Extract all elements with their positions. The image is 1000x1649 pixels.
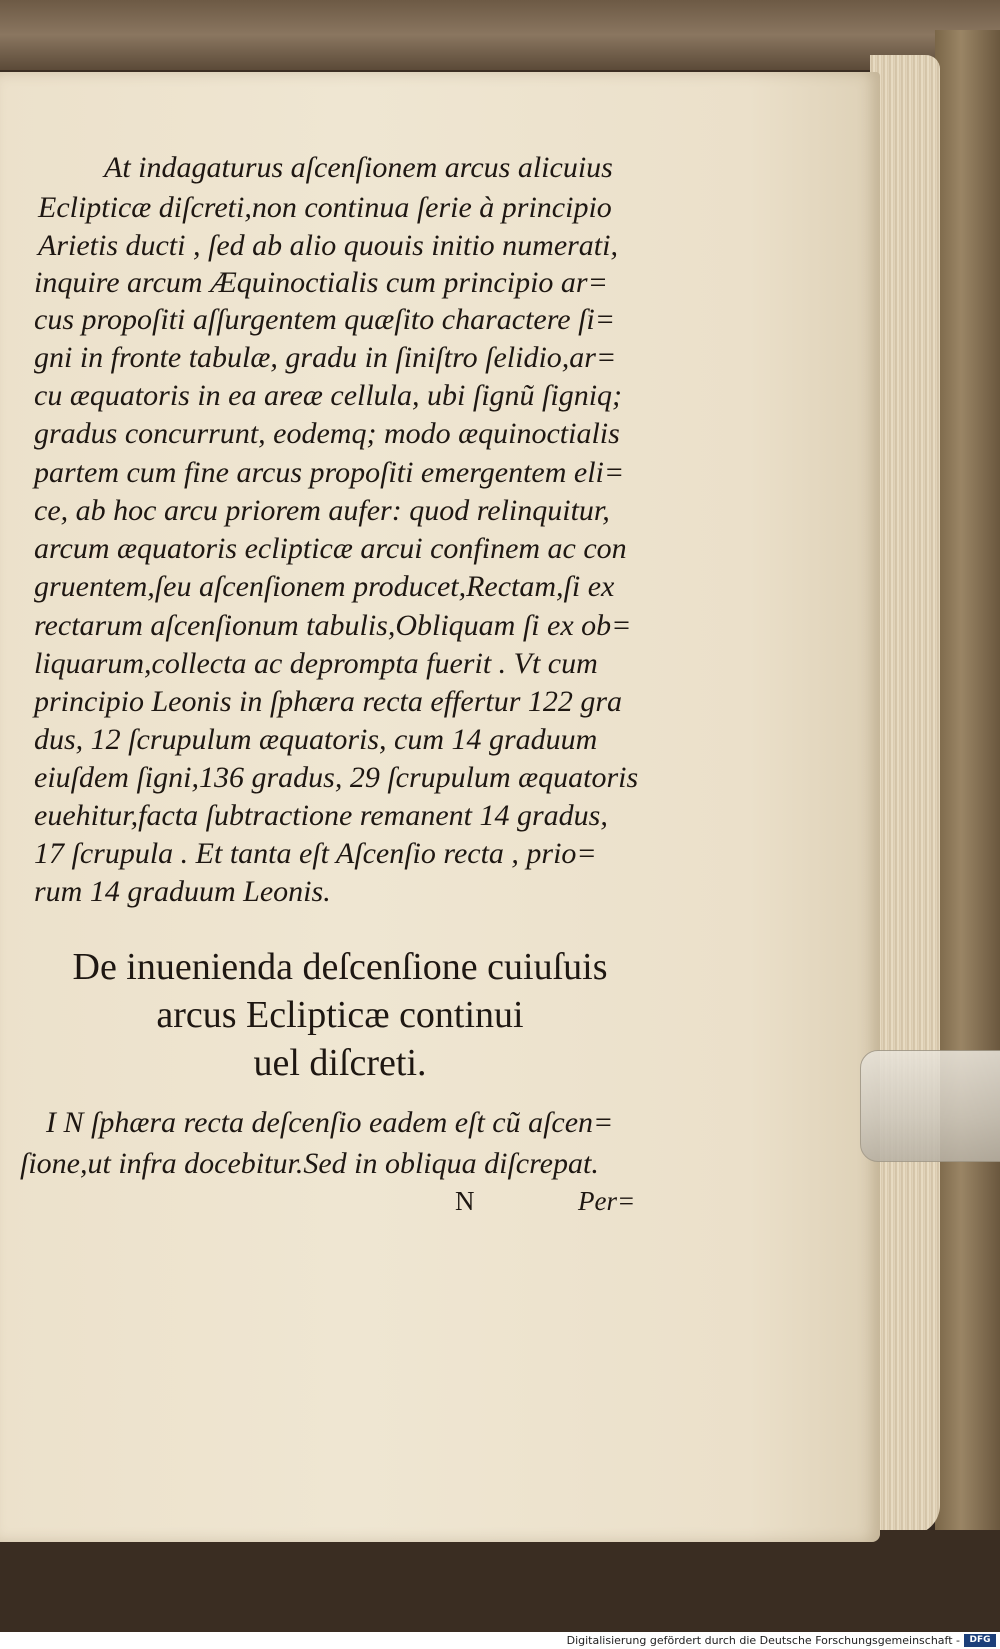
- body-line: gni in fronte tabulæ, gradu in ſiniſtro ſelidio,ar=: [34, 341, 617, 374]
- signature-mark: N: [455, 1186, 475, 1216]
- catchword: Per=: [578, 1186, 636, 1216]
- page-clip: [860, 1050, 1000, 1162]
- body-line: inquire arcum Æquinoctialis cum principio ar=: [34, 266, 608, 299]
- body-line: partem cum fine arcus propoſiti emergentem eli=: [34, 456, 625, 489]
- body-line: gradus concurrunt, eodemq; modo æquinoctialis: [34, 417, 620, 450]
- paragraph-line: I N ſphæra recta deſcenſio eadem eſt cũ aſcen=: [46, 1106, 614, 1139]
- body-line: cu æquatoris in ea areæ cellula, ubi ſignũ ſigniq;: [34, 379, 623, 412]
- digitization-credit: Digitalisierung gefördert durch die Deutsche Forschungsgemeinschaft -: [566, 1634, 960, 1647]
- body-line: liquarum,collecta ac deprompta fuerit . Vt cum: [34, 647, 598, 680]
- section-heading-line: arcus Eclipticæ continui: [156, 994, 524, 1036]
- body-line: Eclipticæ diſcreti,non continua ſerie à principio: [38, 191, 612, 224]
- body-line: 17 ſcrupula . Et tanta eſt Aſcenſio recta , prio=: [34, 837, 597, 870]
- book-cover-top-edge: [0, 0, 1000, 70]
- paragraph-line: ſione,ut infra docebitur.Sed in obliqua diſcrepat.: [20, 1147, 599, 1180]
- body-line: dus, 12 ſcrupulum æquatoris, cum 14 graduum: [34, 723, 598, 756]
- body-line: euehitur,facta ſubtractione remanent 14 gradus,: [34, 799, 608, 832]
- book-cover-right-edge: [935, 30, 1000, 1550]
- body-line: rectarum aſcenſionum tabulis,Obliquam ſi ex ob=: [34, 609, 632, 642]
- dfg-logo: DFG: [964, 1634, 996, 1647]
- body-line: rum 14 graduum Leonis.: [34, 875, 331, 908]
- body-line: ce, ab hoc arcu priorem aufer: quod relinquitur,: [34, 494, 610, 527]
- scan-background-bottom: [0, 1530, 1000, 1632]
- body-line: cus propoſiti aſſurgentem quæſito charactere ſi=: [34, 303, 616, 336]
- body-line: gruentem,ſeu aſcenſionem producet,Rectam,ſi ex: [34, 570, 615, 603]
- body-line: arcum æquatoris eclipticæ arcui confinem ac con: [34, 532, 627, 565]
- section-heading-line: De inuenienda deſcenſione cuiuſuis: [72, 946, 608, 988]
- body-line: eiuſdem ſigni,136 gradus, 29 ſcrupulum æquatoris: [34, 761, 639, 794]
- body-line: principio Leonis in ſphæra recta effertur 122 gra: [34, 685, 623, 718]
- page-edges: [870, 55, 940, 1535]
- body-line: At indagaturus aſcenſionem arcus alicuius: [104, 151, 613, 184]
- section-heading-line: uel diſcreti.: [253, 1042, 427, 1084]
- body-line: Arietis ducti , ſed ab alio quouis initio numerati,: [38, 229, 618, 262]
